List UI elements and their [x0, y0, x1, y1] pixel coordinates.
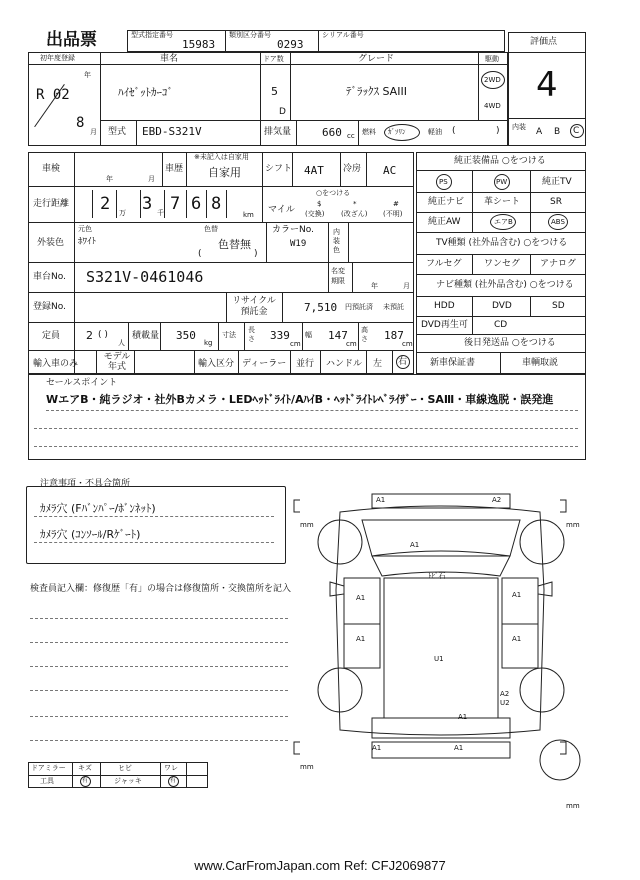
load-unit: kg: [204, 339, 213, 347]
mileage-digit-2: 3: [142, 194, 153, 214]
capacity-value: 2: [86, 329, 93, 342]
damage-left-rear-door: A1: [356, 635, 366, 643]
dvd-play: DVD再生可: [421, 320, 468, 330]
color-change: 色替無: [218, 238, 251, 251]
sheet-title: 出品票: [46, 30, 97, 50]
recycle-status: 預託済: [352, 303, 373, 311]
name-change-year-unit: 年: [371, 282, 378, 290]
mm-front-right: mm: [566, 521, 580, 529]
mm-spare: mm: [566, 802, 580, 810]
history-label: 車歴: [165, 164, 184, 174]
equip-ps: PS: [439, 178, 448, 186]
recycle-status-2: 未預託: [383, 303, 404, 311]
legend-tools: 工具: [40, 777, 54, 785]
chassis-label: 車台No.: [33, 272, 66, 282]
interior-c: C: [573, 126, 580, 136]
color-change-label: 色替: [204, 225, 218, 233]
fuel-label: 燃料: [362, 128, 376, 136]
nav-sd: SD: [552, 301, 565, 311]
equip-nav: 純正ナビ: [428, 197, 465, 207]
load-label: 積載量: [132, 331, 160, 341]
width-unit: cm: [346, 340, 357, 348]
import-label: 輸入車のみ: [33, 359, 79, 369]
exchange-text: (交換): [305, 210, 325, 218]
damage-right-front-door: A1: [512, 591, 522, 599]
length-unit: cm: [290, 340, 301, 348]
inspection-year-unit: 年: [106, 175, 113, 183]
equip-pw: PW: [496, 178, 508, 186]
tamper-text: (改ざん): [341, 210, 368, 218]
mileage-sen: 千: [157, 209, 164, 217]
capacity-unit: 人: [118, 339, 125, 347]
right-label: 右: [398, 357, 408, 367]
first-reg-month-unit: 月: [90, 128, 97, 136]
recycle-unit: 円: [345, 303, 352, 311]
type-no-label: 型式指定番号: [131, 31, 173, 39]
color-no-label: カラーNo.: [272, 225, 314, 235]
damage-windshield: ﾄﾋﾞ石: [428, 572, 446, 580]
width-value: 147: [328, 329, 348, 342]
sales-label: セールスポイント: [46, 378, 118, 388]
tv-fullseg: フルセグ: [426, 259, 462, 269]
first-reg-month: 8: [76, 115, 85, 131]
inspector-label: 検査員記入欄：修復歴「有」の場合は修復箇所・交換箇所を記入: [30, 584, 292, 594]
displacement-unit: cc: [347, 132, 355, 140]
tamper-mark: *: [353, 200, 357, 208]
equip-abs: ABS: [551, 218, 565, 226]
first-reg-era: R 02: [36, 87, 70, 103]
name-change-label: 名変期限: [331, 267, 345, 285]
left-label: 左: [373, 359, 383, 369]
later-label: 後日発送品 ○をつける: [464, 338, 556, 348]
doors-label: ドア数: [263, 55, 284, 63]
interior-label: 内装: [512, 123, 526, 131]
equip-airbag: エアB: [494, 218, 513, 226]
mm-rear-left: mm: [300, 763, 314, 771]
mileage-km: km: [243, 211, 254, 219]
damage-right-rear-1: A2: [500, 690, 510, 698]
notes-line-2: ｶﾒﾗ穴 (ｺﾝｿｰﾙ/Rｹﾞｰﾄ): [40, 528, 141, 541]
nav-dvd: DVD: [492, 301, 512, 311]
damage-left-front-door: A1: [356, 594, 366, 602]
mileage-man: 万: [119, 209, 126, 217]
sales-text: WエアB・純ラジオ・社外Bカメラ・LEDﾍｯﾄﾞﾗｲﾄ/AﾊｲB・ﾍｯﾄﾞﾗｲﾄﾚﾍﾞﾗｲｻﾞｰ・SAⅢ・車線逸脱・誤発進: [46, 393, 554, 406]
recycle-label: リサイクル預託金: [232, 296, 276, 317]
interior-a: A: [536, 127, 543, 137]
dealer-label: ディーラー: [242, 359, 287, 369]
tv-oneseg: ワンセグ: [484, 259, 521, 269]
height-label: 高さ: [361, 326, 368, 343]
damage-rear-gate: A1: [458, 713, 468, 721]
nav-cd: CD: [494, 320, 508, 330]
legend-crack: ヒビ: [118, 764, 132, 772]
handle-label: ハンドル: [326, 359, 363, 369]
recycle-value: 7,510: [304, 301, 338, 314]
exchange-mark: $: [317, 200, 322, 208]
damage-front-bumper-1: A1: [376, 496, 386, 504]
notes-label: 注意事項・不具合箇所: [40, 479, 131, 489]
drive-label: 駆動: [485, 55, 499, 63]
drive-4wd: 4WD: [484, 102, 501, 110]
inspection-label: 車検: [42, 164, 61, 174]
legend-jack: ジャッキ: [114, 777, 142, 785]
unknown-text: (不明): [383, 210, 403, 218]
drive-2wd: 2WD: [484, 76, 501, 84]
capacity-label: 定員: [42, 331, 61, 341]
tv-analog: アナログ: [540, 259, 577, 269]
height-unit: cm: [402, 340, 413, 348]
shift-value: 4AT: [304, 164, 324, 177]
serial-label: シリアル番号: [322, 31, 364, 39]
class-no: 0293: [277, 38, 304, 51]
grade-value: ﾃﾞﾗｯｸｽ SAIII: [346, 85, 407, 98]
chassis-value: S321V-0461046: [86, 268, 204, 286]
name-change-month-unit: 月: [403, 282, 410, 290]
length-label: 長さ: [248, 326, 255, 343]
equip-aw: 純正AW: [428, 217, 461, 227]
genuine-label: 純正装備品 ○をつける: [454, 156, 546, 166]
jack-mark: 有: [170, 777, 177, 784]
model-label: 型式: [108, 127, 127, 137]
grade-label: グレード: [358, 54, 395, 64]
damage-rear-bumper-2: A1: [454, 744, 464, 752]
tools-mark: 有: [82, 777, 89, 784]
first-reg-label: 初年度登録: [40, 54, 75, 62]
ac-label: 冷房: [343, 164, 362, 174]
rating-value: 4: [536, 65, 558, 105]
fuel-value: ｶﾞｿﾘﾝ: [388, 128, 406, 136]
height-value: 187: [384, 329, 404, 342]
displacement-label: 排気量: [264, 127, 292, 137]
door-type: D: [279, 107, 286, 117]
int-color-label: 内装色: [333, 228, 340, 254]
load-value: 350: [176, 329, 196, 342]
mile-label: マイル: [268, 205, 295, 215]
mm-front-left: mm: [300, 521, 314, 529]
shift-label: シフト: [265, 164, 293, 174]
mileage-digit-3: 7: [170, 194, 181, 214]
interior-b: B: [554, 127, 561, 137]
unknown-mark: #: [393, 200, 399, 208]
mileage-digit-5: 8: [211, 194, 222, 214]
light-oil-label: 軽油: [428, 128, 442, 136]
model-value: EBD-S321V: [142, 125, 202, 138]
parallel-label: 並行: [296, 359, 315, 369]
mileage-circle-note: ○をつける: [316, 189, 351, 197]
notes-line-1: ｶﾒﾗ穴 (Fﾊﾞﾝﾊﾟｰ/ﾎﾞﾝﾈｯﾄ): [40, 502, 156, 515]
damage-hood: A1: [410, 541, 420, 549]
rating-label: 評価点: [530, 37, 558, 47]
car-name-label: 車名: [160, 54, 179, 64]
first-reg-year-unit: 年: [84, 71, 91, 79]
class-no-label: 類別区分番号: [229, 31, 271, 39]
length-value: 339: [270, 329, 290, 342]
manual-label: 車輌取説: [522, 358, 559, 368]
legend-tick: キズ: [78, 764, 92, 772]
damage-roof: U1: [434, 655, 444, 663]
equip-leather: 革シート: [484, 197, 521, 207]
footer-watermark: www.CarFromJapan.com Ref: CFJ2069877: [194, 858, 446, 873]
mileage-digit-4: 6: [191, 194, 202, 214]
type-no: 15983: [182, 38, 216, 51]
damage-right-rear-door: A1: [512, 635, 522, 643]
doors-value: 5: [271, 85, 278, 98]
legend-door-mirror: ドアミラー: [31, 764, 66, 772]
model-year-label: モデル年式: [103, 352, 131, 372]
damage-front-bumper-2: A2: [492, 496, 502, 504]
color-no: W19: [290, 239, 307, 249]
damage-rear-bumper-1: A1: [372, 744, 382, 752]
nav-hdd: HDD: [434, 301, 455, 311]
ext-color-label: 外装色: [37, 238, 65, 248]
import-type-label: 輸入区分: [198, 359, 235, 369]
displacement-value: 660: [322, 126, 342, 139]
mileage-digit-1: 2: [100, 194, 111, 214]
history-note: ※未記入は自家用: [194, 153, 249, 161]
orig-color: ﾎﾜｲﾄ: [78, 237, 97, 247]
orig-color-label: 元色: [78, 225, 92, 233]
legend-break: ワレ: [164, 764, 178, 772]
damage-right-rear-2: U2: [500, 699, 510, 707]
ac-value: AC: [383, 164, 397, 177]
capacity-extra: ( ): [98, 330, 108, 340]
warranty-label: 新車保証書: [430, 358, 476, 368]
nav-label: ナビ種類 (社外品含む) ○をつける: [436, 280, 574, 290]
mileage-label: 走行距離: [33, 199, 70, 209]
equip-tv: 純正TV: [542, 177, 572, 187]
equip-sr: SR: [550, 197, 562, 207]
car-name: ﾊｲｾﾞｯﾄｶｰｺﾞ: [118, 86, 173, 99]
dims-label: 寸法: [222, 331, 236, 339]
inspection-month-unit: 月: [148, 175, 155, 183]
history-value: 自家用: [208, 166, 241, 179]
tv-label: TV種類 (社外品含む) ○をつける: [436, 238, 568, 248]
reg-no-label: 登録No.: [33, 302, 66, 312]
width-label: 幅: [305, 331, 312, 339]
